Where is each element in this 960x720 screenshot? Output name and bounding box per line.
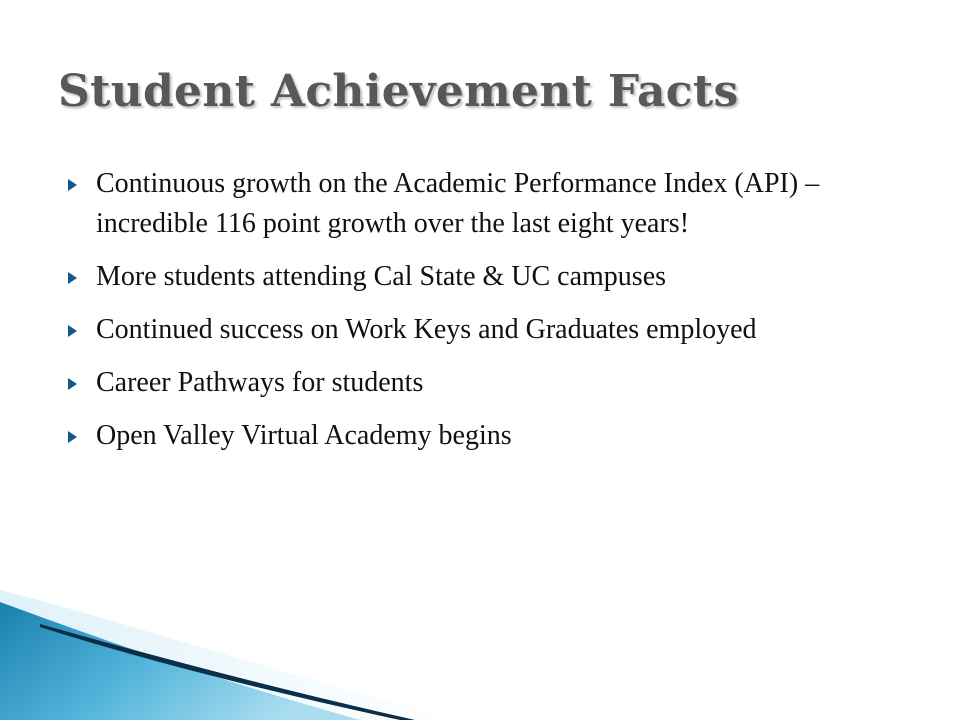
bullet-text: Continuous growth on the Academic Performance Index (API) – incredible 116 point growth over the last eight years! [96, 168, 820, 239]
arrow-bullet-icon [68, 179, 77, 191]
arrow-bullet-icon [68, 272, 77, 284]
arrow-bullet-icon [68, 378, 77, 390]
corner-swoosh-decoration [0, 580, 460, 720]
bullet-text: Open Valley Virtual Academy begins [96, 420, 512, 451]
bullet-item [64, 257, 864, 297]
bullet-item [64, 416, 864, 456]
bullet-text: Career Pathways for students [96, 367, 424, 398]
bullet-item [64, 310, 864, 350]
bullet-list [64, 164, 864, 469]
bullet-text: More students attending Cal State & UC campuses [96, 261, 667, 292]
bullet-item [64, 363, 864, 403]
arrow-bullet-icon [68, 325, 77, 337]
bullet-text: Continued success on Work Keys and Graduates employed [96, 314, 757, 345]
arrow-bullet-icon [68, 431, 77, 443]
bullet-item [64, 164, 864, 244]
slide-title: Student Achievement Facts [58, 66, 739, 117]
